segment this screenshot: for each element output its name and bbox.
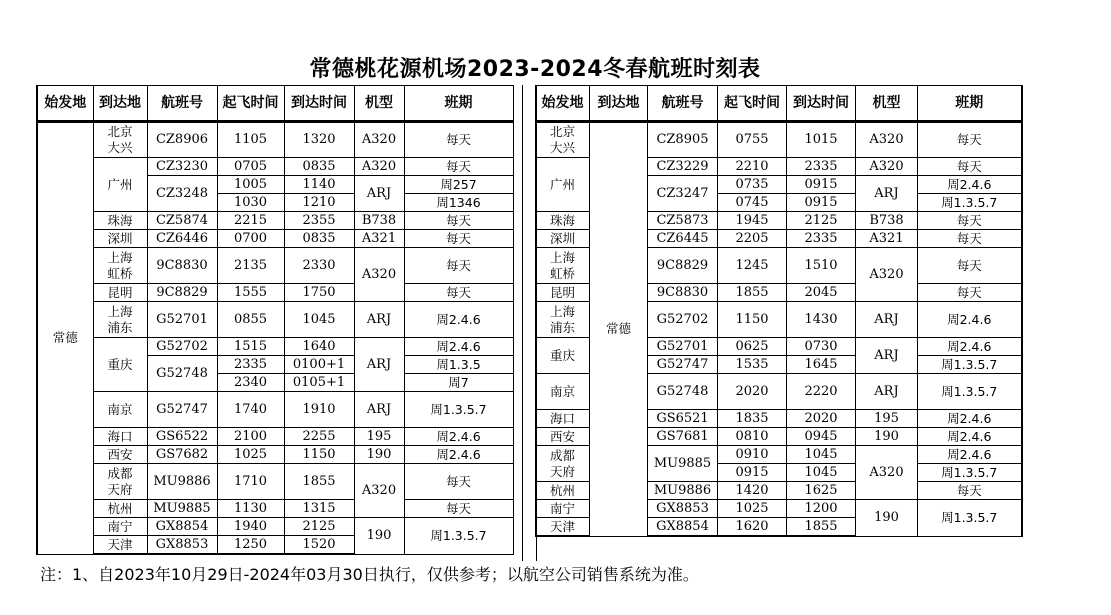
arr-time-cell: 1150 [284, 446, 354, 464]
aircraft-cell: A320 [354, 158, 404, 176]
table-row [536, 122, 1022, 158]
origin-cell: 北京大兴 [536, 122, 590, 158]
destination-cell: 天津 [93, 536, 147, 555]
flight-no-cell: GX8853 [147, 536, 217, 555]
dep-time-cell: 2135 [217, 248, 284, 284]
flight-no-cell: MU9886 [147, 464, 217, 500]
arr-time-cell: 1045 [787, 464, 856, 482]
origin-cell: 重庆 [536, 338, 590, 374]
arr-time-cell: 2045 [787, 284, 856, 302]
aircraft-cell: ARJ [354, 302, 404, 338]
origin-cell: 成都天府 [536, 446, 590, 482]
arr-time-cell: 1645 [787, 356, 856, 374]
dep-time-cell: 1855 [718, 284, 787, 302]
flight-no-cell: CZ6445 [648, 230, 718, 248]
table-row [37, 428, 513, 446]
origin-cell: 天津 [536, 518, 590, 537]
aircraft-cell: A321 [354, 230, 404, 248]
arr-time-cell: 0105+1 [284, 374, 354, 392]
schedule-cell: 周2.4.6 [404, 446, 513, 464]
schedule-cell: 周1.3.5.7 [918, 374, 1022, 410]
flight-no-cell: GX8854 [648, 518, 718, 537]
destination-cell: 上海虹桥 [93, 248, 147, 284]
aircraft-cell: 190 [856, 500, 918, 537]
schedule-cell: 每天 [404, 158, 513, 176]
dep-time-cell: 0700 [217, 230, 284, 248]
schedule-cell: 每天 [404, 464, 513, 500]
header-aircraft: 机型 [856, 86, 918, 122]
aircraft-cell: B738 [354, 212, 404, 230]
flight-no-cell: CZ5874 [147, 212, 217, 230]
arr-time-cell: 0915 [787, 176, 856, 194]
flight-no-cell: CZ3247 [648, 176, 718, 212]
flight-no-cell: G52701 [147, 302, 217, 338]
arr-time-cell: 2255 [284, 428, 354, 446]
origin-cell: 南京 [536, 374, 590, 410]
dep-time-cell: 1245 [718, 248, 787, 284]
table-row [37, 158, 513, 176]
arr-time-cell: 1855 [284, 464, 354, 500]
header-schedule: 班期 [918, 86, 1022, 122]
origin-cell: 杭州 [536, 482, 590, 500]
table-row [37, 302, 513, 338]
departures-table [36, 85, 514, 555]
destination-cell: 杭州 [93, 500, 147, 518]
destination-cell: 上海浦东 [93, 302, 147, 338]
destination-cell: 南京 [93, 392, 147, 428]
arr-time-cell: 1015 [787, 122, 856, 158]
destination-cell: 北京大兴 [93, 122, 147, 158]
arrivals-table [535, 85, 1023, 537]
table-header-row [37, 86, 513, 122]
flight-no-cell: G52748 [147, 356, 217, 392]
schedule-cell: 周2.4.6 [918, 176, 1022, 194]
dep-time-cell: 0755 [718, 122, 787, 158]
flight-no-cell: 9C8830 [648, 284, 718, 302]
arr-time-cell: 1750 [284, 284, 354, 302]
aircraft-cell: 190 [354, 518, 404, 555]
header-origin: 始发地 [536, 86, 590, 122]
header-destination: 到达地 [93, 86, 147, 122]
aircraft-cell: ARJ [856, 302, 918, 338]
dep-time-cell: 1420 [718, 482, 787, 500]
dep-time-cell: 2100 [217, 428, 284, 446]
dep-time-cell: 2340 [217, 374, 284, 392]
schedule-cell: 周2.4.6 [918, 302, 1022, 338]
aircraft-cell: ARJ [856, 176, 918, 212]
flight-no-cell: G52702 [147, 338, 217, 356]
dep-time-cell: 1835 [718, 410, 787, 428]
header-aircraft: 机型 [354, 86, 404, 122]
schedule-cell: 周7 [404, 374, 513, 392]
dep-time-cell: 2210 [718, 158, 787, 176]
origin-cell: 珠海 [536, 212, 590, 230]
table-row [37, 446, 513, 464]
schedule-cell: 周2.4.6 [918, 428, 1022, 446]
header-departure-time: 起飞时间 [718, 86, 787, 122]
dep-time-cell: 0705 [217, 158, 284, 176]
flight-no-cell: MU9885 [147, 500, 217, 518]
destination-cell: 常德 [590, 122, 648, 537]
table-header-row [536, 86, 1022, 122]
schedule-cell: 周2.4.6 [404, 338, 513, 356]
schedule-cell: 每天 [918, 284, 1022, 302]
table-row [37, 392, 513, 428]
dep-time-cell: 1940 [217, 518, 284, 536]
dep-time-cell: 1710 [217, 464, 284, 500]
aircraft-cell: ARJ [856, 374, 918, 410]
arr-time-cell: 0835 [284, 230, 354, 248]
arr-time-cell: 0100+1 [284, 356, 354, 374]
arr-time-cell: 1640 [284, 338, 354, 356]
schedule-cell: 每天 [404, 500, 513, 518]
page-title: 常德桃花源机场2023-2024冬春航班时刻表 [309, 57, 761, 82]
flight-no-cell: GS7682 [147, 446, 217, 464]
schedule-cell: 周2.4.6 [918, 338, 1022, 356]
arr-time-cell: 1625 [787, 482, 856, 500]
dep-time-cell: 0745 [718, 194, 787, 212]
flight-no-cell: MU9886 [648, 482, 718, 500]
header-arrival-time: 到达时间 [284, 86, 354, 122]
arr-time-cell: 0730 [787, 338, 856, 356]
arr-time-cell: 1520 [284, 536, 354, 555]
aircraft-cell: 190 [856, 428, 918, 446]
header-flight-no: 航班号 [147, 86, 217, 122]
arr-time-cell: 2125 [284, 518, 354, 536]
schedule-cell: 周2.4.6 [404, 428, 513, 446]
dep-time-cell: 1025 [217, 446, 284, 464]
dep-time-cell: 1535 [718, 356, 787, 374]
aircraft-cell: A320 [856, 158, 918, 176]
arr-time-cell: 1510 [787, 248, 856, 284]
schedule-cell: 周1346 [404, 194, 513, 212]
arr-time-cell: 2335 [787, 158, 856, 176]
dep-time-cell: 1005 [217, 176, 284, 194]
schedule-cell: 周257 [404, 176, 513, 194]
table-row [37, 464, 513, 500]
schedule-cell: 每天 [918, 212, 1022, 230]
schedule-cell: 周2.4.6 [918, 410, 1022, 428]
dep-time-cell: 2215 [217, 212, 284, 230]
header-origin: 始发地 [37, 86, 93, 122]
arr-time-cell: 2330 [284, 248, 354, 284]
flight-no-cell: 9C8830 [147, 248, 217, 284]
arr-time-cell: 1045 [787, 446, 856, 464]
arr-time-cell: 1855 [787, 518, 856, 537]
arr-time-cell: 2125 [787, 212, 856, 230]
aircraft-cell: A321 [856, 230, 918, 248]
origin-cell: 海口 [536, 410, 590, 428]
header-destination: 到达地 [590, 86, 648, 122]
arr-time-cell: 1200 [787, 500, 856, 518]
flight-no-cell: G52747 [648, 356, 718, 374]
schedule-cell: 周1.3.5.7 [918, 194, 1022, 212]
aircraft-cell: ARJ [856, 338, 918, 374]
table-row [37, 230, 513, 248]
flight-no-cell: CZ3229 [648, 158, 718, 176]
dep-time-cell: 0735 [718, 176, 787, 194]
dep-time-cell: 0910 [718, 446, 787, 464]
flight-no-cell: G52748 [648, 374, 718, 410]
schedule-cell: 周1.3.5.7 [404, 518, 513, 555]
schedule-cell: 每天 [918, 248, 1022, 284]
arr-time-cell: 1140 [284, 176, 354, 194]
origin-cell: 常德 [37, 122, 93, 555]
arr-time-cell: 1045 [284, 302, 354, 338]
table-row [37, 500, 513, 518]
schedule-cell: 周1.3.5.7 [918, 500, 1022, 537]
schedule-cell: 每天 [918, 482, 1022, 500]
flight-no-cell: G52747 [147, 392, 217, 428]
aircraft-cell: 195 [354, 428, 404, 446]
flight-no-cell: CZ6446 [147, 230, 217, 248]
header-schedule: 班期 [404, 86, 513, 122]
destination-cell: 昆明 [93, 284, 147, 302]
schedule-cell: 周1.3.5.7 [918, 356, 1022, 374]
flight-no-cell: G52701 [648, 338, 718, 356]
schedule-cell: 每天 [404, 248, 513, 284]
table-row [37, 338, 513, 356]
schedule-cell: 每天 [918, 122, 1022, 158]
schedule-cell: 每天 [918, 158, 1022, 176]
destination-cell: 珠海 [93, 212, 147, 230]
flight-no-cell: 9C8829 [147, 284, 217, 302]
flight-no-cell: GS6521 [648, 410, 718, 428]
origin-cell: 昆明 [536, 284, 590, 302]
origin-cell: 南宁 [536, 500, 590, 518]
schedule-cell: 每天 [404, 212, 513, 230]
header-flight-no: 航班号 [648, 86, 718, 122]
flight-no-cell: CZ3248 [147, 176, 217, 212]
schedule-cell: 每天 [918, 230, 1022, 248]
origin-cell: 上海浦东 [536, 302, 590, 338]
aircraft-cell: ARJ [354, 392, 404, 428]
schedule-cell: 每天 [404, 122, 513, 158]
dep-time-cell: 1620 [718, 518, 787, 537]
aircraft-cell: A320 [856, 248, 918, 302]
schedule-cell: 每天 [404, 230, 513, 248]
origin-cell: 上海虹桥 [536, 248, 590, 284]
dep-time-cell: 1130 [217, 500, 284, 518]
header-arrival-time: 到达时间 [787, 86, 856, 122]
arr-time-cell: 1430 [787, 302, 856, 338]
table-row [37, 248, 513, 284]
footnote: 注：1、自2023年10月29日-2024年03月30日执行，仅供参考；以航空公司销售系统为准。 [40, 565, 699, 584]
schedule-cell: 周1.3.5.7 [404, 392, 513, 428]
schedule-cell: 周2.4.6 [918, 446, 1022, 464]
origin-cell: 西安 [536, 428, 590, 446]
schedule-cell: 周1.3.5.7 [918, 464, 1022, 482]
dep-time-cell: 1030 [217, 194, 284, 212]
arr-time-cell: 0835 [284, 158, 354, 176]
arr-time-cell: 1910 [284, 392, 354, 428]
origin-cell: 广州 [536, 158, 590, 212]
aircraft-cell: 190 [354, 446, 404, 464]
dep-time-cell: 2335 [217, 356, 284, 374]
dep-time-cell: 1515 [217, 338, 284, 356]
flight-no-cell: CZ5873 [648, 212, 718, 230]
table-row [37, 212, 513, 230]
arr-time-cell: 2335 [787, 230, 856, 248]
aircraft-cell: 195 [856, 410, 918, 428]
dep-time-cell: 0855 [217, 302, 284, 338]
flight-no-cell: MU9885 [648, 446, 718, 482]
header-departure-time: 起飞时间 [217, 86, 284, 122]
dep-time-cell: 0625 [718, 338, 787, 356]
destination-cell: 深圳 [93, 230, 147, 248]
table-row [37, 518, 513, 536]
aircraft-cell: A320 [354, 248, 404, 302]
table-row [37, 284, 513, 302]
flight-no-cell: GX8853 [648, 500, 718, 518]
aircraft-cell: A320 [354, 122, 404, 158]
dep-time-cell: 1025 [718, 500, 787, 518]
flight-no-cell: CZ3230 [147, 158, 217, 176]
destination-cell: 重庆 [93, 338, 147, 392]
aircraft-cell: A320 [354, 464, 404, 518]
destination-cell: 成都天府 [93, 464, 147, 500]
flight-no-cell: GS6522 [147, 428, 217, 446]
dep-time-cell: 0915 [718, 464, 787, 482]
flight-no-cell: CZ8906 [147, 122, 217, 158]
destination-cell: 海口 [93, 428, 147, 446]
schedule-cell: 周2.4.6 [404, 302, 513, 338]
flight-no-cell: CZ8905 [648, 122, 718, 158]
arr-time-cell: 0915 [787, 194, 856, 212]
dep-time-cell: 1150 [718, 302, 787, 338]
dep-time-cell: 1250 [217, 536, 284, 555]
origin-cell: 深圳 [536, 230, 590, 248]
destination-cell: 西安 [93, 446, 147, 464]
arr-time-cell: 1210 [284, 194, 354, 212]
aircraft-cell: A320 [856, 122, 918, 158]
aircraft-cell: ARJ [354, 338, 404, 392]
flight-no-cell: 9C8829 [648, 248, 718, 284]
aircraft-cell: B738 [856, 212, 918, 230]
dep-time-cell: 1105 [217, 122, 284, 158]
schedule-cell: 周1.3.5 [404, 356, 513, 374]
destination-cell: 南宁 [93, 518, 147, 536]
flight-no-cell: G52702 [648, 302, 718, 338]
arr-time-cell: 1320 [284, 122, 354, 158]
arr-time-cell: 2220 [787, 374, 856, 410]
arr-time-cell: 2020 [787, 410, 856, 428]
aircraft-cell: A320 [856, 446, 918, 500]
table-row [37, 122, 513, 158]
dep-time-cell: 0810 [718, 428, 787, 446]
dep-time-cell: 1555 [217, 284, 284, 302]
schedule-cell: 每天 [404, 284, 513, 302]
dep-time-cell: 2020 [718, 374, 787, 410]
dep-time-cell: 2205 [718, 230, 787, 248]
flight-no-cell: GX8854 [147, 518, 217, 536]
flight-no-cell: GS7681 [648, 428, 718, 446]
arr-time-cell: 2355 [284, 212, 354, 230]
aircraft-cell: ARJ [354, 176, 404, 212]
dep-time-cell: 1945 [718, 212, 787, 230]
destination-cell: 广州 [93, 158, 147, 212]
arr-time-cell: 1315 [284, 500, 354, 518]
arr-time-cell: 0945 [787, 428, 856, 446]
dep-time-cell: 1740 [217, 392, 284, 428]
